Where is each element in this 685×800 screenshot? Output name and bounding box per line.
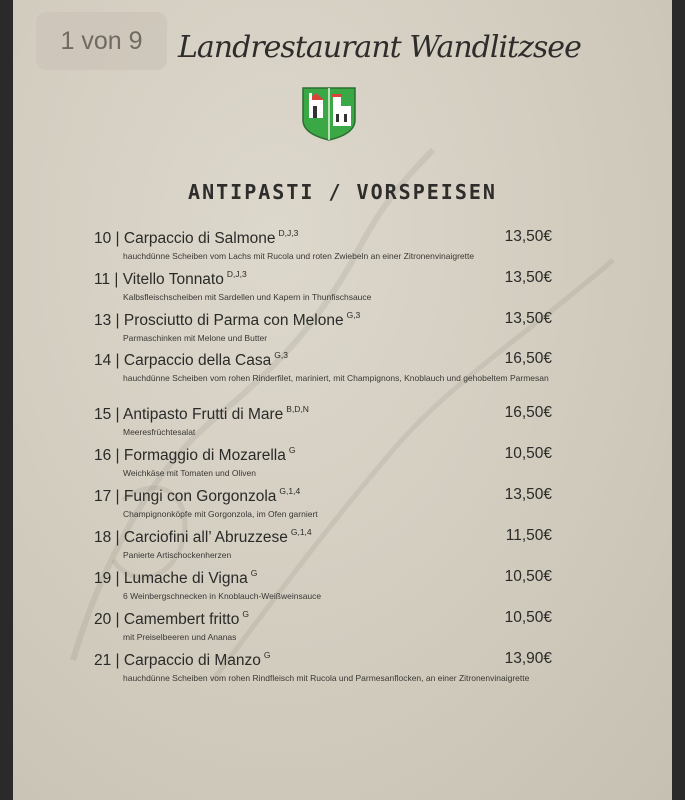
item-allergens: G <box>263 650 271 660</box>
item-name: 21 | Carpaccio di Manzo $^G$ <box>94 650 271 669</box>
item-number: 11 <box>94 271 111 288</box>
item-title: Carpaccio di Salmone <box>123 230 276 247</box>
item-name: 18 | Carciofini all’ Abruzzese $^{G,1,4}$ <box>94 527 312 546</box>
menu-item <box>94 445 554 480</box>
item-number: 13 <box>94 312 112 329</box>
item-number: 14 <box>94 352 112 369</box>
item-allergens: G <box>242 609 249 619</box>
item-number: 19 <box>94 570 112 587</box>
item-price: 10,50€ <box>504 445 552 462</box>
item-title: Antipasto Frutti di Mare <box>123 406 284 423</box>
item-title: Carpaccio di Manzo <box>123 652 261 669</box>
item-allergens: G,3 <box>274 350 288 360</box>
restaurant-name: Landrestaurant Wandlitzsee <box>178 30 581 65</box>
item-number: 16 <box>94 447 112 464</box>
item-allergens: G <box>288 445 296 455</box>
item-description: Panierte Artischockenherzen <box>123 550 232 560</box>
item-name: 13 | Prosciutto di Parma con Melone $^{G,3}$ <box>94 310 361 329</box>
item-title: Camembert fritto <box>123 611 240 628</box>
item-description: Meeresfrüchtesalat <box>123 427 196 437</box>
menu-item <box>94 486 554 521</box>
item-name: 10 | Carpaccio di Salmone $^{D,J,3}$ <box>94 228 299 247</box>
menu-item <box>94 310 554 345</box>
item-description: Champignonköpfe mit Gorgonzola, im Ofen garniert <box>123 509 318 519</box>
item-price: 13,90€ <box>504 650 552 667</box>
item-number: 20 <box>94 611 112 628</box>
item-name: 17 | Fungi con Gorgonzola $^{G,1,4}$ <box>94 486 301 505</box>
item-price: 13,50€ <box>504 269 552 286</box>
item-title: Carciofini all’ Abruzzese <box>123 529 288 546</box>
item-name: 14 | Carpaccio della Casa $^{G,3}$ <box>94 350 288 369</box>
item-price: 13,50€ <box>504 486 552 503</box>
item-title: Prosciutto di Parma con Melone <box>123 312 344 329</box>
item-allergens: D,J,3 <box>226 269 247 279</box>
menu-item <box>94 650 554 685</box>
item-description: hauchdünne Scheiben vom Lachs mit Rucola und roten Zwiebeln an einer Zitronenvinaigrette <box>123 251 475 261</box>
item-name: 11 | Vitello Tonnato $^{D,J,3}$ <box>94 269 247 288</box>
page-indicator: 1 von 9 <box>36 12 167 70</box>
menu-item <box>94 609 554 644</box>
item-title: Carpaccio della Casa <box>123 352 272 369</box>
item-price: 13,50€ <box>504 228 552 245</box>
section-title: ANTIPASTI / VORSPEISEN <box>188 180 497 204</box>
item-price: 10,50€ <box>504 609 552 626</box>
menu-item <box>94 350 554 385</box>
menu-item <box>94 527 554 562</box>
item-description: Weichkäse mit Tomaten und Oliven <box>123 468 256 478</box>
item-description: Kalbsfleischscheiben mit Sardellen und Kapern in Thunfischsauce <box>123 292 372 302</box>
item-price: 16,50€ <box>504 350 552 367</box>
item-price: 13,50€ <box>504 310 552 327</box>
item-allergens: G <box>250 568 258 578</box>
item-description: 6 Weinbergschnecken in Knoblauch-Weißweinsauce <box>123 591 322 601</box>
item-title: Formaggio di Mozarella <box>123 447 286 464</box>
item-title: Lumache di Vigna <box>123 570 248 587</box>
item-allergens: D,J,3 <box>278 228 299 238</box>
item-allergens: G,1,4 <box>279 486 301 496</box>
menu-item <box>94 404 554 439</box>
item-name: 16 | Formaggio di Mozarella $^G$ <box>94 445 296 464</box>
item-number: 15 <box>94 406 112 423</box>
item-description: hauchdünne Scheiben vom rohen Rindfleisch mit Rucola und Parmesanflocken, an einer Zitronenvinaigrette <box>123 673 530 683</box>
menu-item <box>94 269 554 304</box>
item-allergens: G,3 <box>346 310 361 320</box>
item-title: Fungi con Gorgonzola <box>123 488 277 505</box>
item-name: 15 | Antipasto Frutti di Mare $^{B,D,N}$ <box>94 404 309 423</box>
item-name: 20 | Camembert fritto $^G$ <box>94 609 249 628</box>
item-title: Vitello Tonnato <box>122 271 224 288</box>
item-allergens: G,1,4 <box>290 527 312 537</box>
item-price: 16,50€ <box>504 404 552 421</box>
item-name: 19 | Lumache di Vigna $^G$ <box>94 568 258 587</box>
item-number: 18 <box>94 529 112 546</box>
item-price: 11,50€ <box>505 527 552 544</box>
item-description: hauchdünne Scheiben vom rohen Rinderfilet, mariniert, mit Champignons, Knoblauch und gehobeltem Parmesan <box>123 373 549 383</box>
item-description: mit Preiselbeeren und Ananas <box>123 632 237 642</box>
item-allergens: B,D,N <box>286 404 309 414</box>
item-number: 10 <box>94 230 112 247</box>
menu-item <box>94 228 554 263</box>
item-number: 17 <box>94 488 112 505</box>
item-number: 21 <box>94 652 112 669</box>
menu-item <box>94 568 554 603</box>
item-description: Parmaschinken mit Melone und Butter <box>123 333 268 343</box>
coat-of-arms-icon <box>301 86 357 142</box>
item-price: 10,50€ <box>504 568 552 585</box>
